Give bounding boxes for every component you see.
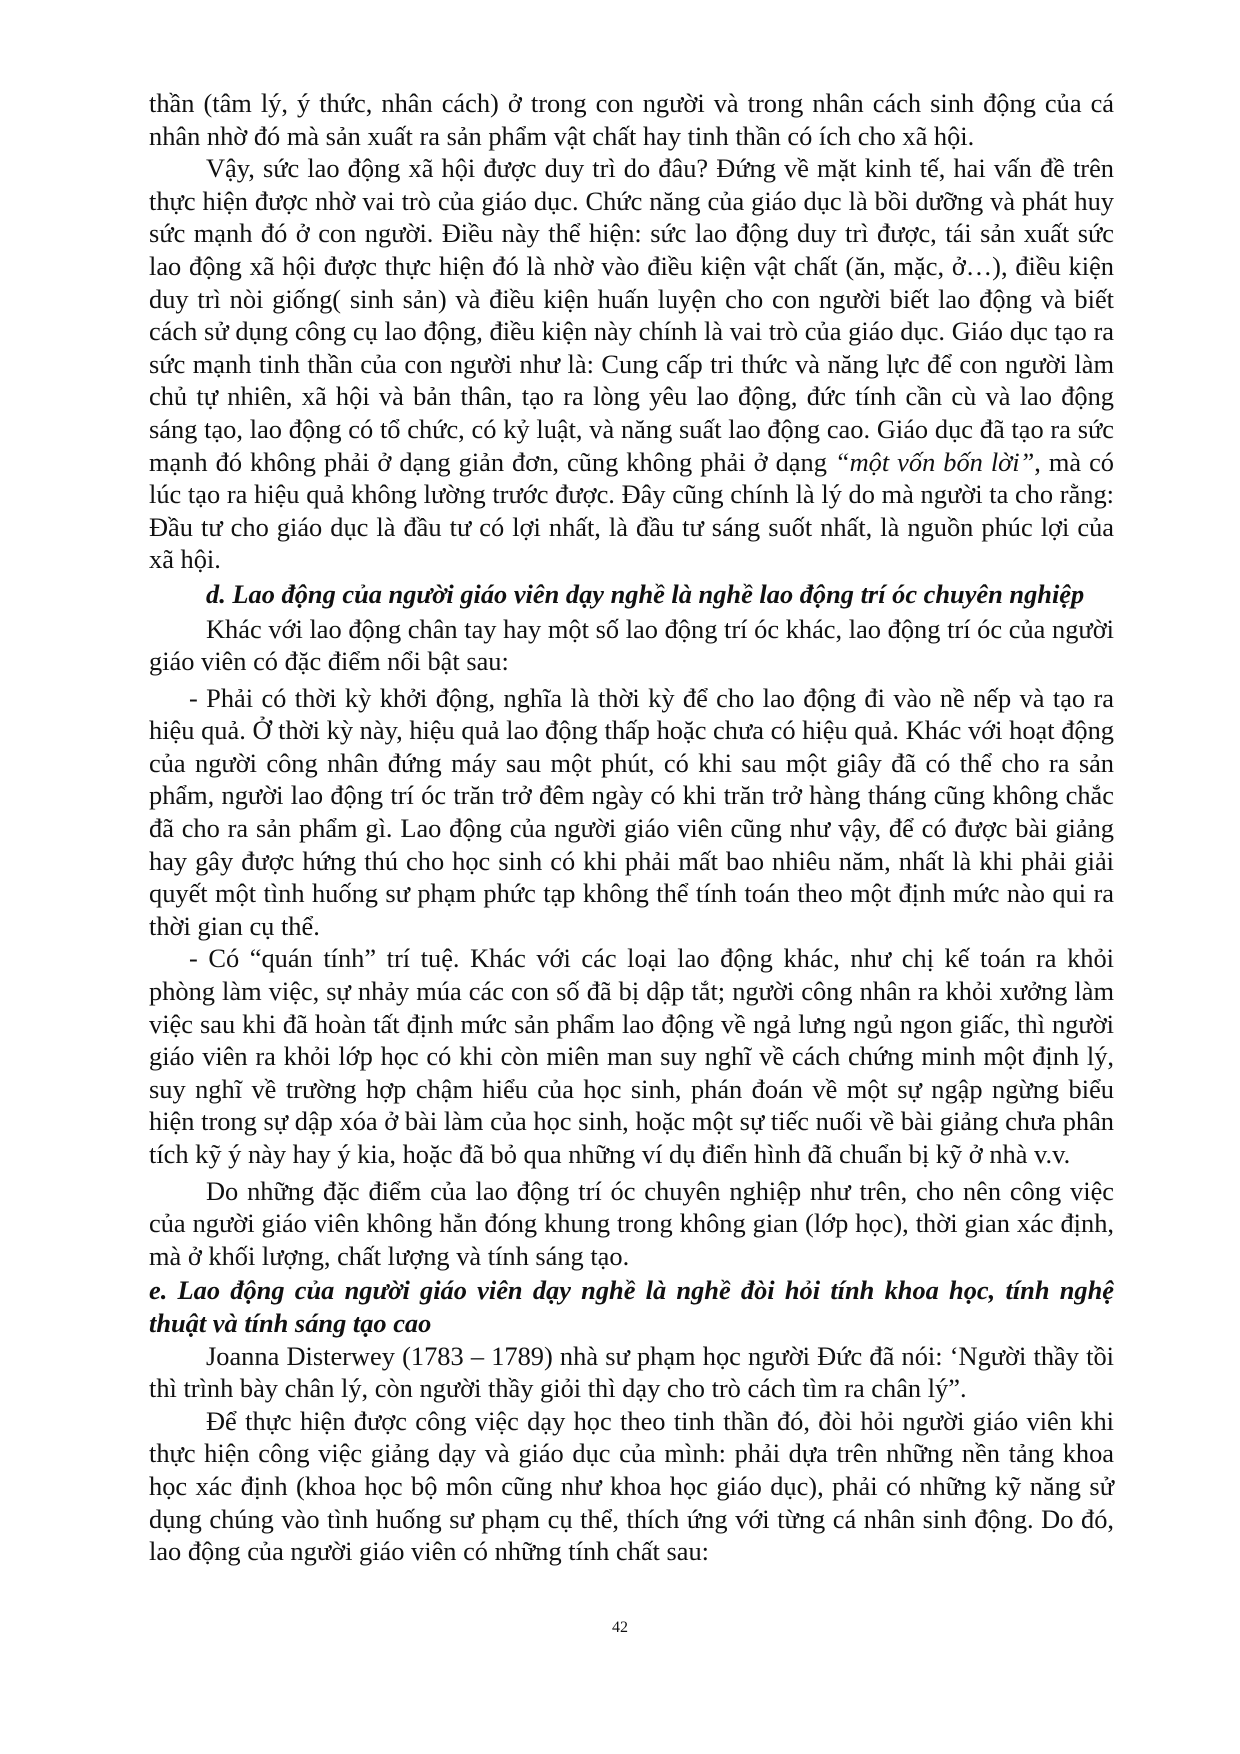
- paragraph-joanna: Joanna Disterwey (1783 – 1789) nhà sư phạm học người Đức đã nói: ‘Người thầy tồi thì trình bày chân lý, còn người thầy giỏi thì dạy cho trò cách tìm ra chân lý”.: [149, 1340, 1114, 1404]
- paragraph-vay: [149, 152, 1114, 576]
- section-heading-d: d. Lao động của người giáo viên dạy nghề là nghề lao động trí óc chuyên nghiệp: [206, 578, 1085, 609]
- paragraph-khac: Khác với lao động chân tay hay một số lao động trí óc khác, lao động trí óc của người giáo viên có đặc điểm nổi bật sau:: [149, 613, 1114, 677]
- page-body: [149, 87, 1114, 1568]
- paragraph-vay-text-2: , mà có lúc tạo ra hiệu quả không lường trước được. Đây cũng chính là lý do mà người ta cho rằng: Đầu tư cho giáo dục là đầu tư có lợi nhất, là đầu tư sáng suốt nhất, là nguồn phúc lợi của xã hội.: [149, 446, 1114, 575]
- paragraph-do: Do những đặc điểm của lao động trí óc chuyên nghiệp như trên, cho nên công việc của người giáo viên không hẳn đóng khung trong không gian (lớp học), thời gian xác định, mà ở khối lượng, chất lượng và tính sáng tạo.: [149, 1175, 1114, 1271]
- section-heading-e: e. Lao động của người giáo viên dạy nghề là nghề đòi hỏi tính khoa học, tính nghệ thuật và tính sáng tạo cao: [149, 1275, 1114, 1338]
- bullet-item-intellectual-inertia: - Có “quán tính” trí tuệ. Khác với các loại lao động khác, như chị kế toán ra khỏi phòng làm việc, sự nhảy múa các con số đã bị dập tắt; người công nhân ra khỏi xưởng làm việc sau khi đã hoàn tất định mức sản phẩm lao động về ngả lưng ngủ ngon giấc, thì người giáo viên ra khỏi lớp học có khi còn miên man suy nghĩ về cách chứng minh một định lý, suy nghĩ về trường hợp chậm hiểu của học sinh, phán đoán về một sự ngập ngừng biểu hiện trong sự dập xóa ở bài làm của học sinh, hoặc một sự tiếc nuối về bài giảng chưa phân tích kỹ ý này hay ý kia, hoặc đã bỏ qua những ví dụ điển hình đã chuẩn bị kỹ ở nhà v.v.: [149, 943, 1114, 1169]
- paragraph-vay-text-1: Vậy, sức lao động xã hội được duy trì do đâu? Đứng về mặt kinh tế, hai vấn đề trên thực hiện được nhờ vai trò của giáo dục. Chức năng của giáo dục là bồi dưỡng và phát huy sức mạnh đó ở con người. Điều này thể hiện: sức lao động duy trì được, tái sản xuất sức lao động xã hội được thực hiện đó là nhờ vào điều kiện vật chất (ăn, mặc, ở…), điều kiện duy trì nòi giống( sinh sản) và điều kiện huấn luyện cho con người biết lao động và biết cách sử dụng công cụ lao động, điều kiện này chính là vai trò của giáo dục. Giáo dục tạo ra sức mạnh tinh thần của con người như là: Cung cấp tri thức và năng lực để con người làm chủ tự nhiên, xã hội và bản thân, tạo ra lòng yêu lao động, đức tính cần cù và lao động sáng tạo, lao động có tổ chức, có kỷ luật, và năng suất lao động cao. Giáo dục đã tạo ra sức mạnh đó không phải ở dạng giản đơn, cũng không phải ở dạng: [149, 153, 1114, 477]
- italic-quote: “một vốn bốn lời”: [834, 446, 1035, 477]
- page-number: 42: [612, 1619, 628, 1636]
- bullet-item-startup-period: - Phải có thời kỳ khởi động, nghĩa là thời kỳ để cho lao động đi vào nề nếp và tạo ra hiệu quả. Ở thời kỳ này, hiệu quả lao động thấp hoặc chưa có hiệu quả. Khác với hoạt động của người công nhân đứng máy sau một phút, có khi sau một giây đã có thể cho ra sản phẩm, người lao động trí óc trăn trở đêm ngày có khi trăn trở hàng tháng cũng không chắc đã cho ra sản phẩm gì. Lao động của người giáo viên cũng như vậy, để có được bài giảng hay gây được hứng thú cho học sinh có khi phải mất bao nhiêu năm, nhất là khi phải giải quyết một tình huống sư phạm phức tạp không thể tính toán theo một định mức nào qui ra thời gian cụ thể.: [149, 682, 1114, 941]
- paragraph-de: Để thực hiện được công việc dạy học theo tinh thần đó, đòi hỏi người giáo viên khi thực hiện công việc giảng dạy và giáo dục của mình: phải dựa trên những nền tảng khoa học xác định (khoa học bộ môn cũng như khoa học giáo dục), phải có những kỹ năng sử dụng chúng vào tình huống sư phạm cụ thể, thích ứng với từng cá nhân sinh động. Do đó, lao động của người giáo viên có những tính chất sau:: [149, 1405, 1114, 1567]
- paragraph-continuation: thần (tâm lý, ý thức, nhân cách) ở trong con người và trong nhân cách sinh động của cá nhân nhờ đó mà sản xuất ra sản phẩm vật chất hay tinh thần có ích cho xã hội.: [149, 88, 1114, 151]
